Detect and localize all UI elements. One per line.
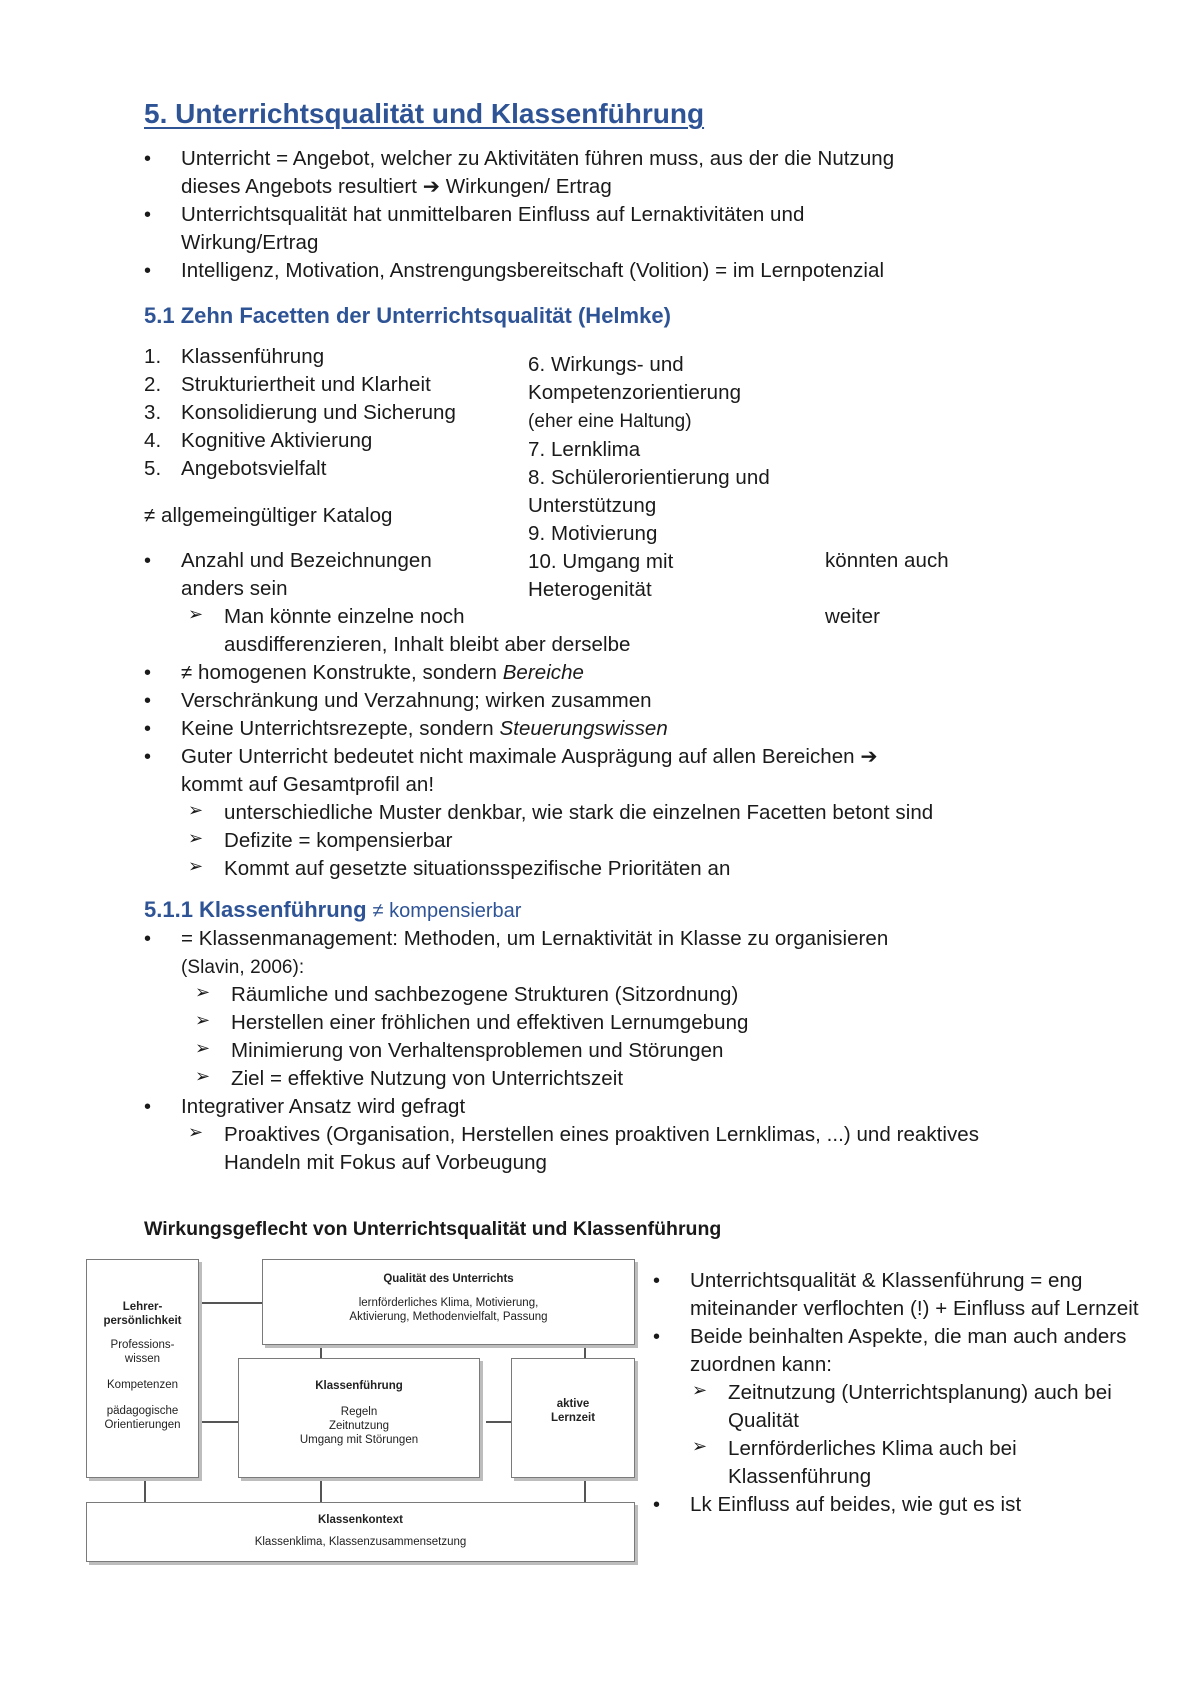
verschraenkung-bullet: • Verschränkung und Verzahnung; wirken zusammen [181, 687, 652, 715]
klassenmanagement-sub-1: Räumliche und sachbezogene Strukturen (Sitzordnung) [231, 983, 739, 1006]
kontext-box: Klassenkontext Klassenklima, Klassenzusammensetzung [86, 1502, 635, 1562]
guter-sub-2: Defizite = kompensierbar [224, 829, 453, 852]
facet-list-right: 6. Wirkungs- und Kompetenzorientierung (eher eine Haltung) 7. Lernklima 8. Schülerorientierung und Unterstützung 9. Motivierung 10. Umgang mit Heterogenität [528, 353, 770, 601]
page-title: 5. Unterrichtsqualität und Klassenführung [144, 98, 705, 129]
facet-item: Klassenführung [181, 345, 325, 368]
connector-kontext-lehrer [144, 1478, 146, 1502]
guter-sub-1: unterschiedliche Muster denkbar, wie stark die einzelnen Facetten betont sind [224, 801, 934, 824]
figure-note-3: • Lk Einfluss auf beides, wie gut es ist [690, 1491, 1021, 1519]
klassenfuehrung-box: Klassenführung Regeln Zeitnutzung Umgang mit Störungen [238, 1358, 480, 1478]
intro-bullet-1: • Unterricht = Angebot, welcher zu Aktivitäten führen muss, aus der die Nutzung dieses Angebots resultiert ➔ Wirkungen/ Ertrag [181, 145, 894, 201]
facet-numbers: 1. 2. 3. 4. 5. [144, 345, 162, 480]
arrow-bullet-icon: ➢ [188, 856, 204, 876]
wirkungsgeflecht-diagram [84, 1256, 644, 1566]
integrativ-bullet: • Integrativer Ansatz wird gefragt [181, 1093, 465, 1121]
figure-note-2: • Beide beinhalten Aspekte, die man auch anders zuordnen kann: [690, 1323, 1126, 1379]
figure-caption: Wirkungsgeflecht von Unterrichtsqualität und Klassenführung [144, 1218, 722, 1240]
figure-note-sub-1: Zeitnutzung (Unterrichtsplanung) auch bei Qualität [728, 1381, 1112, 1432]
arrow-bullet-icon: ➢ [195, 1066, 211, 1086]
section-heading-5-1: 5.1 Zehn Facetten der Unterrichtsqualität (Helmke) [144, 303, 671, 328]
rezepte-bullet: • Keine Unterrichtsrezepte, sondern Steuerungswissen [181, 715, 668, 743]
arrow-bullet-icon: ➢ [188, 828, 204, 848]
arrow-bullet-icon: ➢ [188, 800, 204, 820]
arrow-bullet-icon: ➢ [188, 1122, 204, 1142]
klassenmanagement-sub-2: Herstellen einer fröhlichen und effektiven Lernumgebung [231, 1011, 749, 1034]
figure-note-1: • Unterrichtsqualität & Klassenführung = eng miteinander verflochten (!) + Einfluss auf Lernzeit [690, 1267, 1139, 1323]
arrow-bullet-icon: ➢ [692, 1436, 708, 1456]
guter-unterricht-bullet: • Guter Unterricht bedeutet nicht maximale Ausprägung auf allen Bereichen ➔ kommt auf Gesamtprofil an! [181, 743, 878, 799]
arrow-bullet-icon: ➢ [195, 1010, 211, 1030]
facet-list-left [181, 343, 456, 483]
lernzeit-box: aktive Lernzeit [511, 1358, 635, 1478]
arrow-bullet-icon: ➢ [188, 604, 204, 624]
qualitaet-box: Qualität des Unterrichts lernförderliches Klima, Motivierung, Aktivierung, Methodenvielfalt, Passung [262, 1259, 635, 1345]
guter-sub-3: Kommt auf gesetzte situationsspezifische Prioritäten an [224, 857, 731, 880]
arrow-bullet-icon: ➢ [195, 982, 211, 1002]
catalog-note: ≠ allgemeingültiger Katalog [144, 504, 393, 527]
side-note-2: weiter [825, 605, 880, 628]
arrow-bullet-icon: ➢ [195, 1038, 211, 1058]
arrow-bullet-icon: ➢ [692, 1380, 708, 1400]
klassenmanagement-sub-3: Minimierung von Verhaltensproblemen und Störungen [231, 1039, 724, 1062]
section-heading-5-1-1: 5.1.1 Klassenführung ≠ kompensierbar [144, 897, 522, 922]
facet-item: Konsolidierung und Sicherung [181, 401, 456, 424]
figure-note-sub-2: Lernförderliches Klima auch bei Klassenführung [728, 1437, 1017, 1488]
connector-kontext-klassenfuehrung [320, 1478, 322, 1502]
facet-item: Kognitive Aktivierung [181, 429, 373, 452]
anzahl-sub: Man könnte einzelne noch ausdifferenzieren, Inhalt bleibt aber derselbe [224, 605, 631, 656]
integrativ-sub: Proaktives (Organisation, Herstellen eines proaktiven Lernklimas, ...) und reaktives Handeln mit Fokus auf Vorbeugung [224, 1123, 980, 1174]
klassenmanagement-sub-4: Ziel = effektive Nutzung von Unterrichtszeit [231, 1067, 624, 1090]
facet-item: Strukturiertheit und Klarheit [181, 373, 431, 396]
intro-bullet-2: • Unterrichtsqualität hat unmittelbaren Einfluss auf Lernaktivitäten und Wirkung/Ertrag [181, 201, 804, 257]
facet-item: Angebotsvielfalt [181, 457, 327, 480]
anzahl-bullet: • Anzahl und Bezeichnungen anders sein [181, 547, 432, 603]
klassenmanagement-bullet: • = Klassenmanagement: Methoden, um Lernaktivität in Klasse zu organisieren (Slavin, 2006): [181, 925, 888, 982]
homogen-bullet: • ≠ homogenen Konstrukte, sondern Bereiche [181, 659, 584, 687]
side-note-1: könnten auch [825, 549, 949, 572]
lehrer-box: Lehrer- persönlichkeit Professions- wissen Kompetenzen pädagogische Orientierungen [86, 1259, 199, 1478]
connector-kontext-lernzeit [584, 1478, 586, 1502]
intro-bullet-3: • Intelligenz, Motivation, Anstrengungsbereitschaft (Volition) = im Lernpotenzial [181, 257, 884, 285]
